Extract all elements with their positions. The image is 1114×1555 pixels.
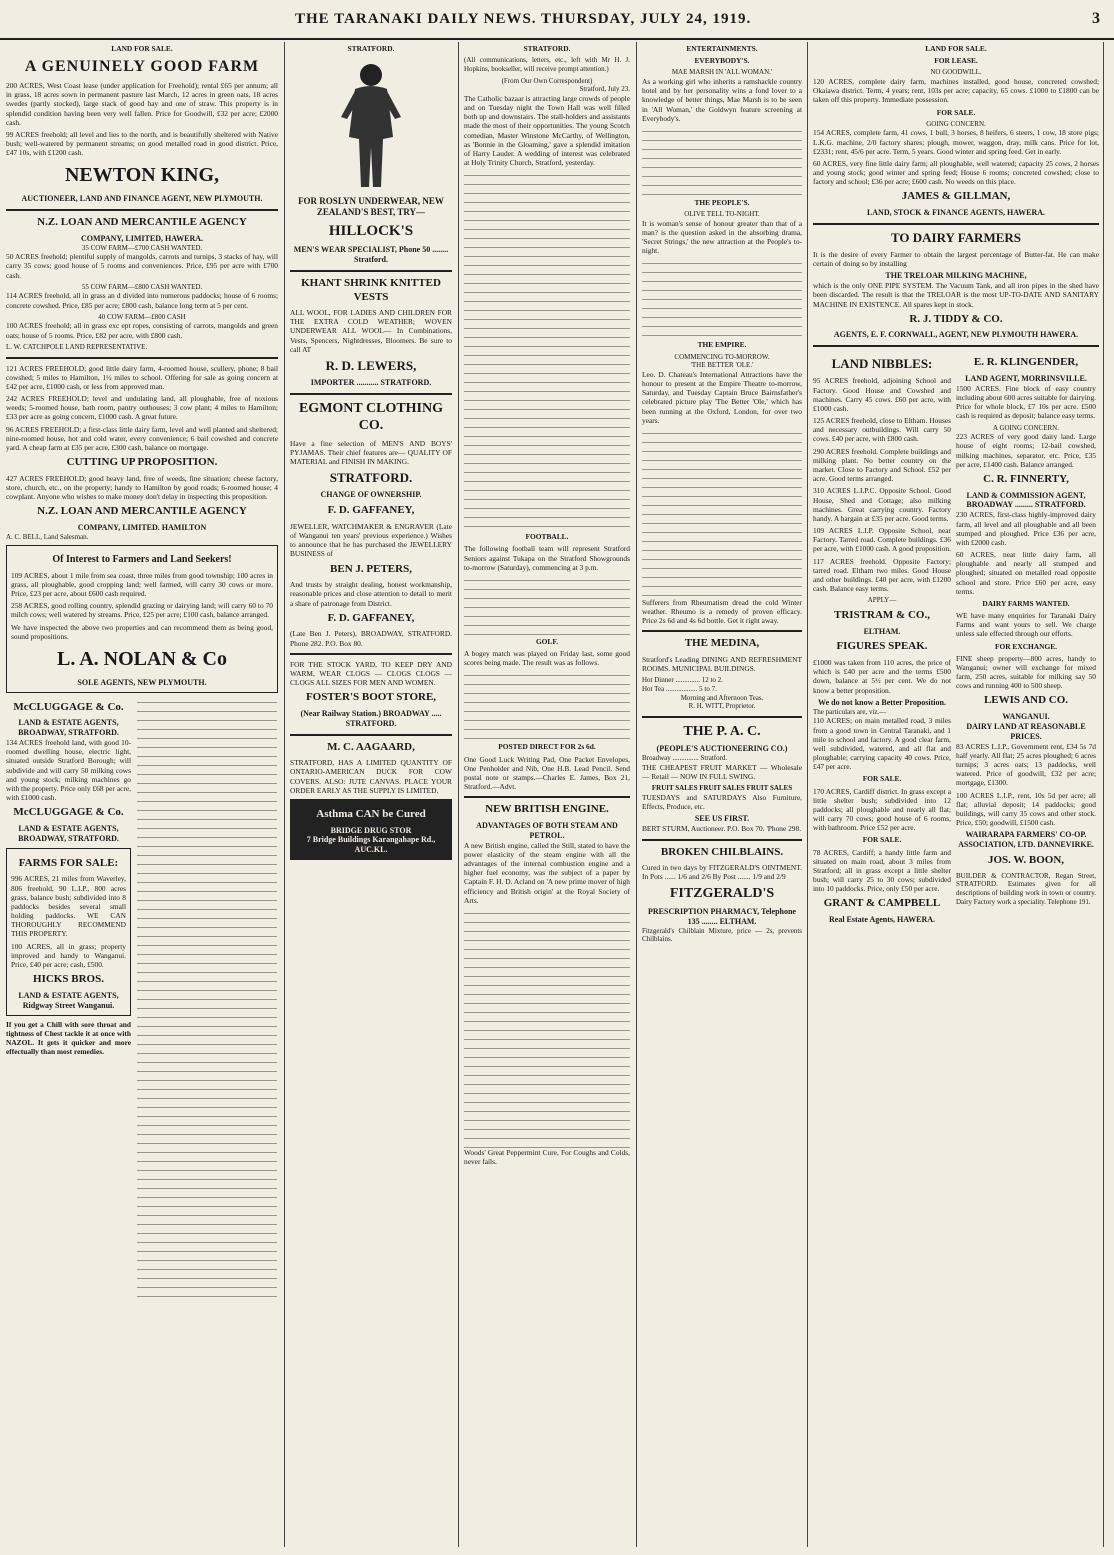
article-body: One Good Luck Writing Pad, One Packet Envelopes, One Penholder and Nib, One H.B. Lead Pencil. Send postal note or stamps.—Charles E. James, Box 21, Stratford.—Advt. (464, 754, 630, 792)
listing: 114 ACRES freehold, all in grass an d divided into numerous paddocks; house of 6 rooms; concrete cowshed. Price, £85 per acre; £800 cash, balance long term at 5 per cent. (6, 291, 278, 310)
listing: 109 ACRES L.I.P. Opposite School, near Factory. Tarred road. Complete buildings. £36 per acre, with £1000 cash. A good proposition. (813, 526, 951, 554)
article-continuation (642, 126, 802, 196)
address-line: Broadway ............... Stratford. (642, 754, 728, 763)
subheading: GOLF. (535, 636, 559, 646)
subheading: CUTTING UP PROPOSITION. (66, 456, 218, 469)
advert-body: Stratford's Leading DINING AND REFRESHMENT ROOMS. MUNICIPAL BUILDINGS. (642, 655, 802, 674)
agent-name: LEWIS AND CO. (983, 694, 1069, 707)
listing: 200 ACRES, West Coast lease (under application for Freehold); rental £65 per annum; all in grass, 18 acres sown in permanent pasture last March, 12 acres in green oats, 18 acres swedes (partly stocked), large stack of good hay and one of straw. This property is in splendid condition having been very well fallen. Price for Goodwill, £32 per acre; £2000 cash. (6, 81, 278, 127)
agency-subtitle: COMPANY, LIMITED, HAWERA. (80, 233, 203, 243)
subheading: The particulars are, viz.— (813, 707, 887, 716)
listing: 134 ACRES freehold land, with good 10-roomed dwelling house, electric light, situated outside Stratford Borough; will subdivide and will carry 50 milking cows and young stock; milking machines go with the property. Price only £68 per acre, with £1000 cash. (6, 738, 131, 803)
agent-name: McCLUGGAGE & Co. (13, 806, 124, 819)
agent-subtitle: LAND & COMMISSION AGENT, BROADWAY ......... STRATFORD. (966, 490, 1086, 510)
note: We have inspected the above two properties and can recommend them as being good, sound propositions. (11, 622, 273, 641)
listing: 230 ACRES, first-class highly-improved dairy farm, all level and all ploughable and all been stumped and ploughed. Price £36 per acre, with £2000 cash. (956, 510, 1096, 547)
shop-subtitle: IMPORTER ........... STRATFORD. (310, 378, 432, 388)
divider (464, 796, 630, 798)
article-continuation (464, 170, 630, 530)
agent-name: C. R. FINNERTY, (983, 472, 1069, 485)
advert-body: Cured in two days by FITZGERALD'S OINTMENT. In Pots ...... 1/6 and 2/6 By Post ....... 1/9 and 2/9 (642, 863, 802, 882)
subheading: CHANGE OF OWNERSHIP. (320, 490, 422, 500)
shop-name: THE P. A. C. (683, 724, 761, 740)
article-continuation (642, 428, 802, 598)
listing: 223 ACRES of very good dairy land. Large house of eight rooms; 12-bail cowshed, milking machines, separator, etc. Price, £35 per acre, £1400 cash. Balance arranged. (956, 432, 1096, 469)
shop-name: FITZGERALD'S (669, 886, 775, 902)
subheading: COMMENCING TO-MORROW. (674, 352, 770, 361)
article-subheadline: ADVANTAGES OF BOTH STEAM AND PETROL. (476, 820, 618, 840)
subheading: FOR EXCHANGE. (994, 641, 1057, 651)
column-2 (290, 42, 452, 1547)
box-heading: Of Interest to Farmers and Land Seekers! (52, 554, 232, 566)
box-heading: FARMS FOR SALE: (18, 856, 119, 869)
listing: 154 ACRES, complete farm, 41 cows, 1 bull, 3 horses, 8 heifers, 6 steers, 1 cow, 18 store pigs; L.K.G. machine, 2/0 factory shares; plough, mower, waggon, dray, milk cans. Price for lot, £2331; rent, 45/6 per acre. Term, 5 years. Good winter and spring feed. Get in early. (813, 128, 1099, 156)
listing: 100 ACRES freehold; all in grass exc ept ropes, consisting of carrots, mangolds and green oats; house of 5 rooms. Price, £82 per acre, with £800 cash. (6, 321, 278, 340)
listing: £1000 was taken from 110 acres, the price of which is £40 per acre and the terms £500 down, balance at 5½ per cent. We do not know a better proposition. (813, 658, 951, 695)
subheading: DAIRY FARMS WANTED. (982, 598, 1070, 608)
subheading: We do not know a Better Proposition. (818, 697, 946, 707)
advert-heading: KHANT SHRINK KNITTED VESTS (301, 276, 441, 303)
article-continuation (464, 670, 630, 740)
agent-name: GRANT & CAMPBELL (823, 897, 941, 910)
subcolumn (813, 352, 951, 925)
asthma-advert (290, 799, 452, 860)
divider (290, 734, 452, 736)
column-rule (636, 42, 637, 1547)
listing: 100 ACRES, all in grass; property improved and handy to Wanganui. Price, £40 per acre; cash, £500. (11, 941, 126, 969)
listing: 996 ACRES, 21 miles from Waverley, 806 freehold, 90 L.I.P., 800 acres grass, balance bush; subdivided into 8 paddocks besides several small holding paddocks. WE CAN THOROUGHLY RECOMMEND THIS PROPERTY. (11, 874, 126, 939)
shop-subtitle: (PEOPLE'S AUCTIONEERING CO.) (656, 744, 788, 754)
agent-subtitle: AGENTS, E. F. CORNWALL, AGENT, NEW PLYMOUTH HAWERA. (833, 330, 1079, 340)
divider (290, 270, 452, 272)
shop-name: M. C. AAGAARD, (327, 740, 415, 753)
listing: 121 ACRES FREEHOLD; good little dairy farm, 4-roomed house, scullery, phone; 8 bail cowshed; 5 miles to Hamilton, 1½ miles to school. Offering for sale as going concern at £42 per acre, £1000 cash, or less from approved man. (6, 363, 278, 391)
listing: 109 ACRES, about 1 mile from sea coast, three miles from good township; 100 acres in grass, all ploughable, good cropping land; well farmed, will carry 30 cows or more. Price, £23 per acre, about £600 cash required. (11, 570, 273, 599)
advert-note: If you get a Chill with sore throat and tightness of Chest tackle it at once with NAZOL. It gets it quicker and more effectually than most remedies. (6, 1019, 131, 1057)
shop-subtitle: 7 Bridge Buildings Karangahape Rd., AUC.KL. (306, 835, 436, 855)
advert-heading: BROKEN CHILBLAINS. (660, 845, 784, 858)
agent-name: HICKS BROS. (33, 973, 104, 986)
column-rule (284, 42, 285, 1547)
shop-name: F. D. GAFFANEY, (327, 504, 415, 517)
two-col-block (813, 352, 1099, 925)
byline: (From Our Own Correspondent) (501, 76, 593, 85)
listing: FINE sheep property—800 acres, handy to Wanganui; owner will exchange for mixed farm, 250 acres, suitable for milking say 50 cows and running 400 to 500 sheep. (956, 653, 1096, 691)
agent-name: E. R. KLINGENDER, (973, 356, 1079, 369)
divider (290, 653, 452, 655)
listing: WE have many enquiries for Taranaki Dairy Farms and want yours to sell. We charge unless sale effected through our efforts. (956, 611, 1096, 639)
article-body: The following football team will represent Stratford Seniors against Tukapa on the Stratford Showgrounds to-morrow (Saturday), commencing at 3 p.m. (464, 544, 630, 572)
divider (6, 357, 278, 359)
advert-body: (Late Ben J. Peters), BROADWAY, STRATFORD. Phone 282. P.O. Box 80. (290, 629, 452, 648)
section-heading: ENTERTAINMENTS. (686, 44, 758, 53)
listing: 83 ACRES L.I.P., Government rent, £34 5s 7d half yearly. All flat; 25 acres ploughed; 6 acres turnips; 3 acres oats; 13 paddocks, well watered. Price of goodwill, £32 per acre; mortgage, £1300. (956, 741, 1096, 788)
subcolumn (6, 697, 131, 1297)
advert-note: Woods' Great Peppermint Cure, For Coughs and Colds, never fails. (464, 1147, 630, 1167)
column-text-filler (137, 697, 277, 1297)
agency-subtitle: COMPANY, LIMITED. HAMILTON (77, 522, 207, 532)
listing: 258 ACRES, good rolling country, splendid grazing or dairying land; will carry 60 to 70 milch cows; well watered by streams. Price, £25 per acre; £100 cash, balance arranged. (11, 601, 273, 620)
article-continuation (464, 575, 630, 635)
headline: A GENUINELY GOOD FARM (24, 58, 260, 76)
divider (642, 839, 802, 841)
column-3 (464, 42, 630, 1547)
shop-name: BRIDGE DRUG STOR (330, 825, 412, 835)
agent-subtitle: AUCTIONEER, LAND AND FINANCE AGENT, NEW PLYMOUTH. (21, 194, 263, 204)
advert-body: FRUIT SALES FRUIT SALES FRUIT SALES (651, 784, 793, 793)
divider (290, 393, 452, 395)
article-body: Leo. D. Chateau's International Attractions have the honour to present at the Empire Theatre to-morrow, Saturday, and Tuesday Captain Bruce Bairnsfather's celebrated picture play 'The Better 'Ole,' which has been running at the Oxford, London, for over two years. (642, 369, 802, 425)
divider (813, 223, 1099, 225)
divider (642, 716, 802, 718)
agent-subtitle: LAND AGENT, MORRINSVILLE. (965, 373, 1087, 383)
article-body: A new British engine, called the Still, stated to have the power elasticity of the steam engine with all the advantages of the internal combustion engine and a higher fuel economy, was the subject of a paper by Captain F. H. D. Acland on 'A new prime mover of high efficiency and British origin' at the Royal Society of Arts. (464, 840, 630, 905)
advert-heading: Asthma CAN be Cured (316, 807, 426, 820)
shop-name: F. D. GAFFANEY, (327, 611, 415, 624)
agent-subtitle: BUILDER & CONTRACTOR, Regan Street, STRATFORD. Estimates given for all descriptions of building work in town or country. Dairy Factory work a speciality. Telephone 191. (956, 871, 1096, 906)
agent-name: WAIRARAPA FARMERS' CO-OP. ASSOCIATION, LTD. DANNEVIRKE. (958, 830, 1094, 850)
agency-name: N.Z. LOAN AND MERCANTILE AGENCY (37, 505, 247, 518)
article-continuation (464, 908, 630, 1148)
listing: 99 ACRES freehold; all level and lies to the north, and is beautifully sheltered with Native bush; well-watered by permanent streams; on good metalled road in good district. Price, £47 10s, with £1200 cash. (6, 129, 278, 158)
advert-body: JEWELLER, WATCHMAKER & ENGRAVER (Late of Wanganui ten years' previous experience.) Wishes to announce that he has purchased the JEWELLERY BUSINESS of (290, 521, 452, 559)
advert-body: which is the only ONE PIPE SYSTEM. The Vacuum Tank, and all iron pipes in the shed have been discarded. The result is that the TRELOAR is the most UP-TO-DATE AND SANITARY MACHINE IN EXISTENCE. All spares kept in stock. (813, 281, 1099, 309)
column-6 (813, 42, 1099, 1547)
article-body: A bogey match was played on Friday last, some good scores being made. The result was as follows. (464, 649, 630, 668)
proprietor: R. H. WITT, Proprietor. (688, 702, 756, 711)
advert-heading: LAND NIBBLES: (831, 356, 933, 372)
listing: 50 ACRES freehold; plentiful supply of mangolds, carrots and turnips, 3 stacks of hay, will carry 35 cows; good house of 5 rooms and conveniences. Price, £95 per acre with £700 cash. (6, 252, 278, 280)
shop-name: BEN J. PETERS, (330, 562, 412, 575)
agent-line: L. W. CATCHPOLE LAND REPRESENTATIVE. (6, 342, 148, 351)
section-heading: STRATFORD. (347, 44, 395, 53)
advert-note: Sufferers from Rheumatism dread the cold Winter weather. Rheumo is a remedy of proven efficacy. Price 2s 6d and 4s 6d bottle. Get it right away. (642, 597, 802, 626)
article-headline: NEW BRITISH ENGINE. (485, 803, 609, 816)
agent-subtitle: ELTHAM. (863, 626, 901, 636)
column-rule (807, 42, 808, 1547)
agent-name: McCLUGGAGE & Co. (13, 700, 124, 713)
subheading: FOR SALE. (862, 835, 902, 845)
listing: 100 ACRES L.I.P., rent, 10s 5d per acre; all flat; alluvial deposit; 14 paddocks; good buildings, will carry 35 cows and other stock. Price, £50; goodwill, £1500 cash. (956, 790, 1096, 828)
masthead (0, 0, 1114, 40)
masthead-title: THE TARANAKI DAILY NEWS. THURSDAY, JULY 24, 1919. (295, 11, 752, 27)
column-1 (6, 42, 278, 1547)
listing: 110 ACRES; on main metalled road, 3 miles from a good town in Central Taranaki, and 1 mile to school and factory. A good clear farm, well subdivided, watered, and all flat and ploughable; carrying capacity 40 cows. Price, £47 per acre. (813, 716, 951, 772)
intro-note: (All communications, letters, etc., left with Mr H. J. Hopkins, bookseller, will receive prompt attention.) (464, 56, 630, 73)
subheading: POSTED DIRECT FOR 2s 6d. (498, 742, 596, 752)
subheading: FOR SALE. (936, 107, 976, 117)
listing: 96 ACRES FREEHOLD; a first-class little dairy farm, level and well planted and sheltered; nine-roomed house, hot and cold water, every convenience; 6 bail cowshed and concrete yard. A cheap farm at £35 per acre, £300 cash, balance on mortgage. (6, 424, 278, 452)
advert-body: TUESDAYS and SATURDAYS Also Furniture, Effects, Produce, etc. (642, 793, 802, 812)
subheading: NO GOODWILL. (930, 68, 982, 77)
section-heading: LAND FOR SALE. (925, 44, 987, 53)
shop-name: R. D. LEWERS, (325, 358, 417, 373)
advert-body: STRATFORD, HAS A LIMITED QUANTITY OF ONTARIO-AMERICAN DUCK FOR COW COVERS. ALSO: JUTE CANVAS. PLACE YOUR ORDER EARLY AS THE SUPPLY IS LIMITED. (290, 758, 452, 795)
listing: 78 ACRES, Cardiff; a handy little farm and situated on main road, about 3 miles from Stratford; all in grass except a little shelter bush; will carry 25 to 30 cows; subdivided into 10 paddocks. Price, only £50 per acre. (813, 847, 951, 894)
listing: 95 ACRES freehold, adjoining School and Factory. Good House and Cowshed and machines. Carry 45 cows. £60 per acre, with £1000 cash. (813, 376, 951, 413)
figure-icon (321, 57, 421, 192)
advert-heading: FIGURES SPEAK. (836, 640, 928, 653)
agent-subtitle: LAND & ESTATE AGENTS, BROADWAY, STRATFORD. (18, 823, 119, 843)
subheading: 55 COW FARM—£800 CASH WANTED. (81, 282, 203, 291)
subheading: FOR SALE. (862, 774, 902, 784)
section-heading: STRATFORD. (329, 470, 413, 486)
advert-heading: THE TRELOAR MILKING MACHINE, (885, 271, 1027, 281)
subheading: THE PEOPLE'S. (694, 197, 750, 207)
subheading: FOOTBALL. (525, 532, 569, 542)
subheading: A GOING CONCERN. (993, 423, 1059, 432)
agent-name: L. A. NOLAN & Co (56, 647, 227, 670)
listing: 1500 ACRES. Fine block of easy country including about 600 acres suitable for dairying. Price for whole block, £7 10s per acre. £500 cash is required as deposit; balance easy terms. (956, 383, 1096, 421)
article-body: The Catholic bazaar is attracting large crowds of people and on Tuesday night the Town Hall was well filled both up and downstairs. The stall-holders and assistants made the most of their opportunities. The young Scotch comedian, Master Winstone McCarthy, of Wellington, as 'Bonnie in the Gloaming,' gave a splendid imitation of Harry Lauder. A wedding of interest was celebrated at Holy Trinity Church, Stratford, yesterday. (464, 93, 630, 168)
listing: 290 ACRES freehold. Complete buildings and milking plant. No better country on the market. Close to Factory and School. £52 per acre. Good terms arranged. (813, 446, 951, 484)
shop-name: HILLOCK'S (328, 223, 414, 240)
listing: 120 ACRES, complete dairy farm, machines installed, good house, concreted cowshed; Okaiawa district. Term, 4 years; rent, 103s per acre; capacity, 65 cows. £1000 to £1800 can be taken off this property. Immediate possession. (813, 77, 1099, 105)
shop-subtitle: MEN'S WEAR SPECIALIST, Phone 50 ........ Stratford. (293, 245, 449, 264)
agent-name: TRISTRAM & CO., (834, 608, 930, 621)
listing: 60 ACRES, neat little dairy farm, all ploughable and nearly all stumped and ploughed; situated on metalled road opposite school and store. Price £60 per acre, easy terms. (956, 550, 1096, 596)
agent-name: R. J. TIDDY & CO. (909, 312, 1003, 325)
menu-line: Hot Tea .................. 5 to 7. (642, 685, 717, 694)
subheading: FOR LEASE. (934, 56, 978, 66)
agent-line: A. C. BELL, Land Salesman. (6, 532, 89, 541)
advert-body: ALL WOOL, FOR LADIES AND CHILDREN FOR THE EXTRA COLD WEATHER; WOVEN UNDERWEAR ALL WOOL— In Combinations, Vests, Spencers, Nightdresses, Bloomers. Be sure to call AT (290, 308, 452, 354)
subheading: MAE MARSH IN 'ALL WOMAN.' (671, 68, 773, 77)
article-continuation (642, 258, 802, 338)
advert-body: Fitzgerald's Chilblain Mixture, price — 2s, prevents Chilblains. (642, 926, 802, 944)
subheading: 40 COW FARM—£800 CASH (98, 312, 186, 321)
shop-name: EGMONT CLOTHING CO. (298, 401, 444, 434)
shop-name: THE MEDINA, (684, 637, 760, 650)
man-illustration (321, 57, 421, 192)
subheading: EVERYBODY'S. (694, 56, 750, 66)
advert-body: FOR THE STOCK YARD, TO KEEP DRY AND WARM, WEAR CLOGS — CLOGS CLOGS — CLOGS ALL SIZES FOR MEN AND WOMEN. (290, 659, 452, 688)
advert-body: And trusts by straight dealing, honest workmanship, reasonable prices and close attention to detail to merit a share of patronage from District. (290, 580, 452, 608)
shop-subtitle: PRESCRIPTION PHARMACY, Telephone 135 ........ ELTHAM. (648, 906, 796, 926)
menu-line: Hot Dinner .............. 12 to 2. (642, 676, 723, 685)
subheading: THE EMPIRE. (697, 340, 747, 350)
article-body: It is woman's sense of honour greater than that of a man? is the question asked in the absorbing drama, 'Secret Strings,' the new attraction at the People's to-night. (642, 218, 802, 256)
listing: 117 ACRES freehold. Opposite Factory; tarred road. Eltham two miles. Good House and other buildings. £40 per acre, with £1200 cash. Balance easy terms. (813, 556, 951, 594)
interest-box (6, 545, 278, 692)
section-heading: LAND FOR SALE. (111, 44, 173, 53)
divider (642, 630, 802, 632)
page-number: 3 (1092, 10, 1100, 27)
column-rule (1103, 42, 1104, 1547)
article-body: As a working girl who inherits a ramshackle country hotel and by her personality wins a fond lover to a knowledge of better things, Mae Marsh is to be seen in 'All Woman,' the Goldwyn feature screening at Everybody's. (642, 77, 802, 123)
subcolumn (956, 352, 1096, 925)
shop-subtitle: (Near Railway Station.) BROADWAY ..... STRATFORD. (300, 708, 442, 728)
apply-line: APPLY— (867, 596, 897, 605)
subheading: 35 COW FARM—£700 CASH WANTED. (81, 243, 203, 252)
agent-name: NEWTON KING, (64, 164, 220, 187)
subheading: GOING CONCERN. (926, 119, 986, 128)
agent-subtitle: WANGANUI. (1002, 712, 1050, 722)
listing: 310 ACRES L.I.P.C. Opposite School. Good House, Shed and Cottage; also milking machines. Great carrying country. Factory handy. A bargain at £35 per acre. Good terms. (813, 486, 951, 523)
advert-body: It is the desire of every Farmer to obtain the largest percentage of Butter-fat. He can make certain of doing so by installing (813, 250, 1099, 269)
subheading: OLIVE TELL TO-NIGHT. (684, 210, 760, 219)
column-rule (458, 42, 459, 1547)
advert-body: Have a fine selection of MEN'S AND BOYS' PYJAMAS. Their chief features are— QUALITY OF MATERIAL and FINISH IN MAKING. (290, 438, 452, 467)
menu-line: Morning and Afternoon Teas. (680, 693, 764, 702)
subheading: 'THE BETTER 'OLE.' (690, 361, 754, 370)
advert-body: SEE US FIRST. (694, 814, 750, 824)
listing: 242 ACRES FREEHOLD; level and undulating land, all ploughable, free of noxious weeds; 5-roomed house, bath room, pantry outhouses; 3 cow plant; 4 miles to Hamilton; £33 per acre as going concern, £1000 cash. A great future. (6, 394, 278, 422)
agent-subtitle: LAND, STOCK & FINANCE AGENTS, HAWERA. (866, 208, 1046, 218)
agent-name: JAMES & GILLMAN, (901, 190, 1011, 203)
listing: 427 ACRES FREEHOLD; good heavy land, free of weeds, fine situation; cheese factory, store, church, etc., on the property; handy to Hamilton by good roads; 6-roomed house; 4 cowplant. Anyone who wishes to make money don't delay in inspecting this proposition. (6, 473, 278, 502)
agent-subtitle: LAND & ESTATE AGENTS, BROADWAY, STRATFORD. (18, 718, 119, 738)
listing: 60 ACRES, very fine little dairy farm; all ploughable, well watered; capacity 25 cows, 2 horses and young stock; good winter and spring feed; House 6 rooms; concreted cowshed; close to factory and school; £36 per acre; £600 cash. No weeds on this place. (813, 158, 1099, 187)
advert-heading: TO DAIRY FARMERS (890, 229, 1022, 245)
advert-body: THE CHEAPEST FRUIT MARKET — Wholesale — Retail — NOW IN FULL SWING. (642, 763, 802, 782)
roslyn-advert: FOR ROSLYN UNDERWEAR, NEW ZEALAND'S BEST, TRY— (298, 196, 444, 218)
agent-subtitle: LAND & ESTATE AGENTS, Ridgway Street Wanganui. (18, 990, 119, 1010)
divider (813, 345, 1099, 347)
agency-name: N.Z. LOAN AND MERCANTILE AGENCY (37, 216, 247, 229)
farms-box (6, 848, 131, 1016)
listing: 170 ACRES, Cardiff district. In grass except a little shelter bush; subdivided into 12 paddocks; all ploughable and nearly all flat; will carry 70 cows; good house of 6 rooms, with bathroom. Price £52 per acre. (813, 786, 951, 833)
agent-subtitle: Real Estate Agents, HAWERA. (829, 915, 935, 925)
agent-subtitle: SOLE AGENTS, NEW PLYMOUTH. (77, 677, 207, 687)
listing: 125 ACRES freehold, close to Eltham. Houses and necessary outbuildings. Will carry 50 cows. £40 per acre, with £800 cash. (813, 416, 951, 444)
column-4 (642, 42, 802, 1547)
advert-body: BERT STURM, Auctioneer. P.O. Box 70. 'Phone 298. (642, 824, 802, 834)
divider (6, 209, 278, 211)
shop-name: FOSTER'S BOOT STORE, (305, 691, 437, 704)
dateline: Stratford, July 23. (579, 85, 630, 94)
agent-name: JOS. W. BOON, (987, 854, 1065, 867)
two-col-block (6, 697, 278, 1297)
subheading: DAIRY LAND AT REASONABLE PRICES. (966, 721, 1086, 741)
section-heading: STRATFORD. (523, 44, 571, 53)
